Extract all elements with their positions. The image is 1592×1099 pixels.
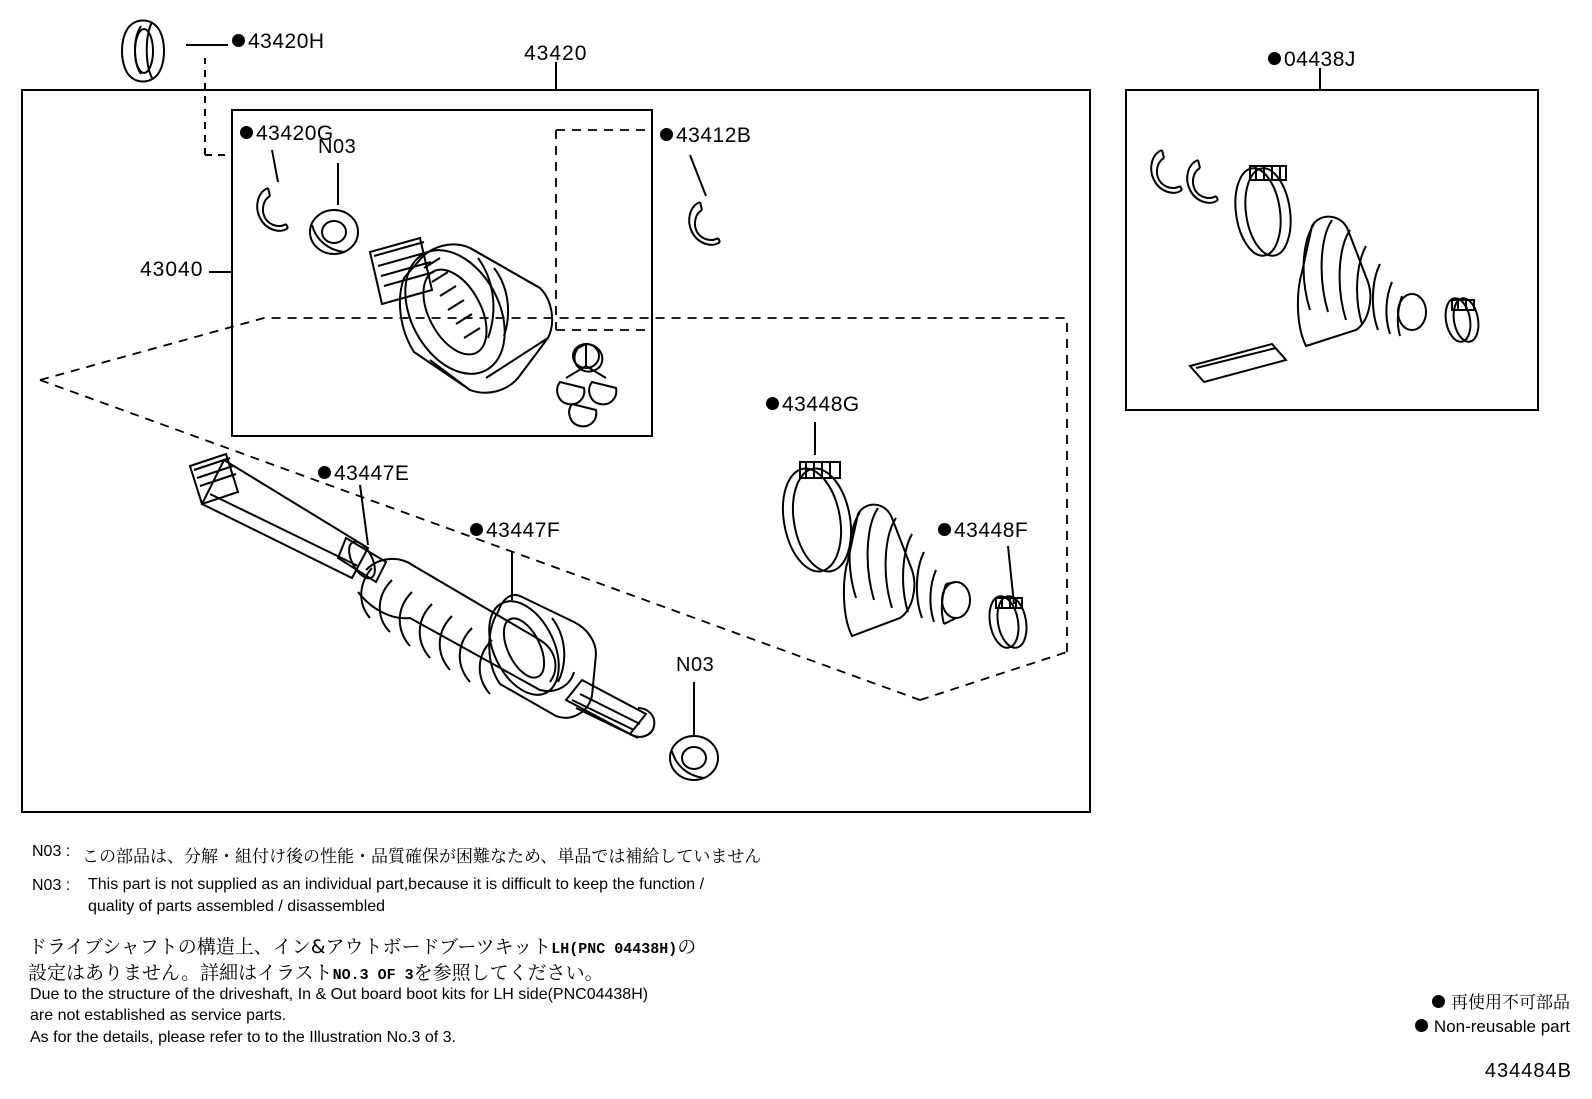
- nonreusable-dot-icon: [766, 397, 779, 410]
- callout-label: 43420H: [248, 30, 325, 53]
- nonreusable-dot-icon: [1432, 995, 1445, 1008]
- note-driveshaft-jp-line1: ドライブシャフトの構造上、イン&アウトボードブーツキットLH(PNC 04438H)の: [28, 936, 697, 958]
- callout-label: 43447F: [486, 519, 561, 542]
- diagram-id-code: 434484B: [1484, 1060, 1572, 1082]
- part-N03-washer-bottom: [670, 736, 718, 780]
- leader-43447E: [360, 485, 368, 545]
- callout-43412B: [660, 124, 751, 148]
- callout-label: 43040: [140, 258, 204, 281]
- callout-43448F: [938, 519, 1028, 543]
- callout-43447E: [318, 462, 409, 486]
- callout-43040: [140, 258, 203, 282]
- part-43412B-snapring: [689, 202, 720, 245]
- nonreusable-dot-icon: [232, 34, 245, 47]
- callout-04438J: [1268, 48, 1356, 72]
- callout-N03-bottom: [676, 654, 714, 677]
- note-driveshaft-en-line2: are not established as service parts.: [30, 1007, 287, 1024]
- legend-nonreusable-jp: 再使用不可部品: [1432, 988, 1570, 1013]
- nonreusable-dot-icon: [938, 523, 951, 536]
- note-driveshaft-en-line3: As for the details, please refer to to the Illustration No.3 of 3.: [30, 1029, 457, 1046]
- part-43040-inboard-shaft: [190, 454, 654, 738]
- note-driveshaft-en-line1: Due to the structure of the driveshaft, In & Out board boot kits for LH side(PNC04438H): [30, 986, 649, 1003]
- leader-43420G: [272, 150, 278, 182]
- callout-43420H: [232, 30, 325, 54]
- note-n03-jp-label: N03 :: [32, 843, 71, 860]
- part-43448G-clamp: [775, 462, 858, 576]
- callout-label: 43447E: [334, 462, 410, 485]
- nonreusable-dot-icon: [470, 523, 483, 536]
- legend-nonreusable-en: Non-reusable part: [1415, 1017, 1570, 1037]
- callout-label: 43420G: [256, 122, 334, 145]
- inner-dash-43412: [556, 130, 652, 330]
- part-04438J-boot-kit: [1151, 150, 1481, 382]
- nonreusable-dot-icon: [1415, 1019, 1428, 1032]
- callout-label: 43448G: [782, 393, 860, 416]
- callout-label: 43412B: [676, 124, 752, 147]
- callout-label: N03: [318, 136, 357, 158]
- callout-43448G: [766, 393, 860, 417]
- note-n03-en-line1: This part is not supplied as an individual part,because it is difficult to keep the function /: [88, 876, 705, 893]
- note-driveshaft-jp-line2: 設定はありません。詳細はイラストNO.3 OF 3を参照してください。: [28, 962, 604, 984]
- part-43448F-clamp: [986, 594, 1031, 650]
- part-43420H-seal: [122, 21, 164, 82]
- sub-panel-border: [1126, 90, 1538, 410]
- callout-43447F: [470, 519, 560, 543]
- note-n03-jp-text: この部品は、分解・組付け後の性能・品質確保が困難なため、単品では補給していません: [82, 847, 762, 867]
- callout-N03-top: [318, 136, 356, 159]
- nonreusable-dot-icon: [240, 126, 253, 139]
- callout-label: 43448F: [954, 519, 1029, 542]
- nonreusable-dot-icon: [660, 128, 673, 141]
- part-N03-washer-top: [310, 210, 358, 254]
- nonreusable-dot-icon: [1268, 52, 1281, 65]
- part-43420G-snapring: [257, 188, 288, 231]
- note-n03-en-line2: quality of parts assembled / disassembled: [88, 898, 386, 915]
- leader-43412B: [690, 155, 706, 196]
- dash-43420H-2: [205, 155, 232, 175]
- note-n03-en-label: N03 :: [32, 877, 71, 894]
- callout-label: 04438J: [1284, 48, 1356, 71]
- callout-label: N03: [676, 654, 715, 676]
- nonreusable-dot-icon: [318, 466, 331, 479]
- callout-label: 43420: [524, 42, 588, 65]
- callout-43420: [524, 42, 587, 66]
